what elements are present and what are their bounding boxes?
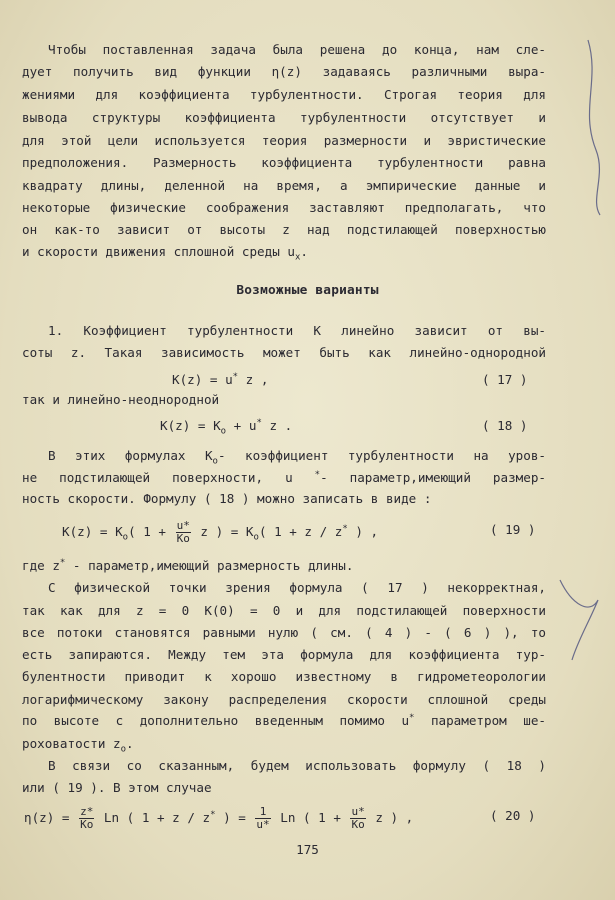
text-line: Чтобы поставленная задача была решена до конца, нам сле- <box>48 42 546 57</box>
text-line: не подстилающей поверхности, u *- параметр,имеющий размер- <box>22 470 546 485</box>
fraction: $\frac{1}{u*}$ <box>256 805 270 831</box>
text-line: так как для z = 0 K(0) = 0 и для подстилающей поверхности <box>22 603 546 618</box>
fraction: $\frac{z*}{Ko}$ <box>80 805 94 831</box>
text-line: 1. Коэффициент турбулентности К линейно зависит от вы- <box>48 323 546 338</box>
text-line: ность скорости. Формулу ( 18 ) можно записать в виде : <box>22 491 432 506</box>
equation-19: $K(z) = K_o$( 1 + $\frac{u*}{Ko}$ z ) = $K_o$( 1 + z / z* ) , <box>62 519 379 545</box>
section-heading: Возможные варианты <box>236 283 379 298</box>
equation-18: $K(z) = K_o + u^*$ z . <box>160 417 293 437</box>
text-line: предположения. Размерность коэффициента турбулентности равна <box>22 155 546 170</box>
fraction: $\frac{u*}{Ko}$ <box>351 805 365 831</box>
text-line: логарифмическому закону распределения скорости сплошной среды <box>22 692 546 707</box>
text-line: В этих формулах $K_o-$ коэффициент турбулентности на уров- <box>48 448 546 464</box>
equation-number-18: ( 18 ) <box>482 418 528 433</box>
text-line: булентности приводит к хорошо известному в гидрометеорологии <box>22 669 546 684</box>
text-line: жениями для коэффициента турбулентности. Строгая теория для <box>22 87 546 102</box>
text-line: роховатости $z_o$. <box>22 736 134 755</box>
equation-number-20: ( 20 ) <box>490 808 536 823</box>
text-line: и скорости движения сплошной среды $u_x$. <box>22 244 308 263</box>
text-line: соты z. Такая зависимость может быть как линейно-однородной <box>22 345 546 360</box>
text-line: он как-то зависит от высоты z над подстилающей поверхностью <box>22 222 546 237</box>
text-line: так и линейно-неоднородной <box>22 392 220 407</box>
equation-number-17: ( 17 ) <box>482 372 528 387</box>
text-line: квадрату длины, деленной на время, а эмпирические данные и <box>22 178 546 193</box>
text-line: по высоте с дополнительно введенным помимо u* параметром ше- <box>22 713 546 728</box>
text-line: некоторые физические соображения заставляют предполагать, что <box>22 200 546 215</box>
equation-number-19: ( 19 ) <box>490 522 536 537</box>
text-line: есть запираются. Между тем эта формула для коэффициента тур- <box>22 647 546 662</box>
text-line: дует получить вид функции η(z) задаваясь различными выра- <box>22 64 546 79</box>
text-line: где z* - параметр,имеющий размерность длины. <box>22 557 354 573</box>
text-line: для этой цели используется теория размерности и эвристические <box>22 133 546 148</box>
text-line: или ( 19 ). В этом случае <box>22 780 212 795</box>
equation-20: η(z) = $\frac{z*}{Ko}$ Ln ( 1 + z / z* ) = $\frac{1}{u*}$ Ln ( 1 + $\frac{u*}{Ko}$ z ) , <box>24 805 414 831</box>
text-line: все потоки становятся равными нулю ( см. ( 4 ) - ( 6 ) ), то <box>22 625 546 640</box>
text-line: вывода структуры коэффициента турбулентности отсутствует и <box>22 110 546 125</box>
text-line: В связи со сказанным, будем использовать формулу ( 18 ) <box>48 758 546 773</box>
equation-17: K(z) = u* z , <box>172 371 269 387</box>
page-number: 175 <box>296 842 319 857</box>
text-line: С физической точки зрения формула ( 17 ) некорректная, <box>48 580 546 595</box>
fraction: $\frac{u*}{Ko}$ <box>176 519 190 545</box>
